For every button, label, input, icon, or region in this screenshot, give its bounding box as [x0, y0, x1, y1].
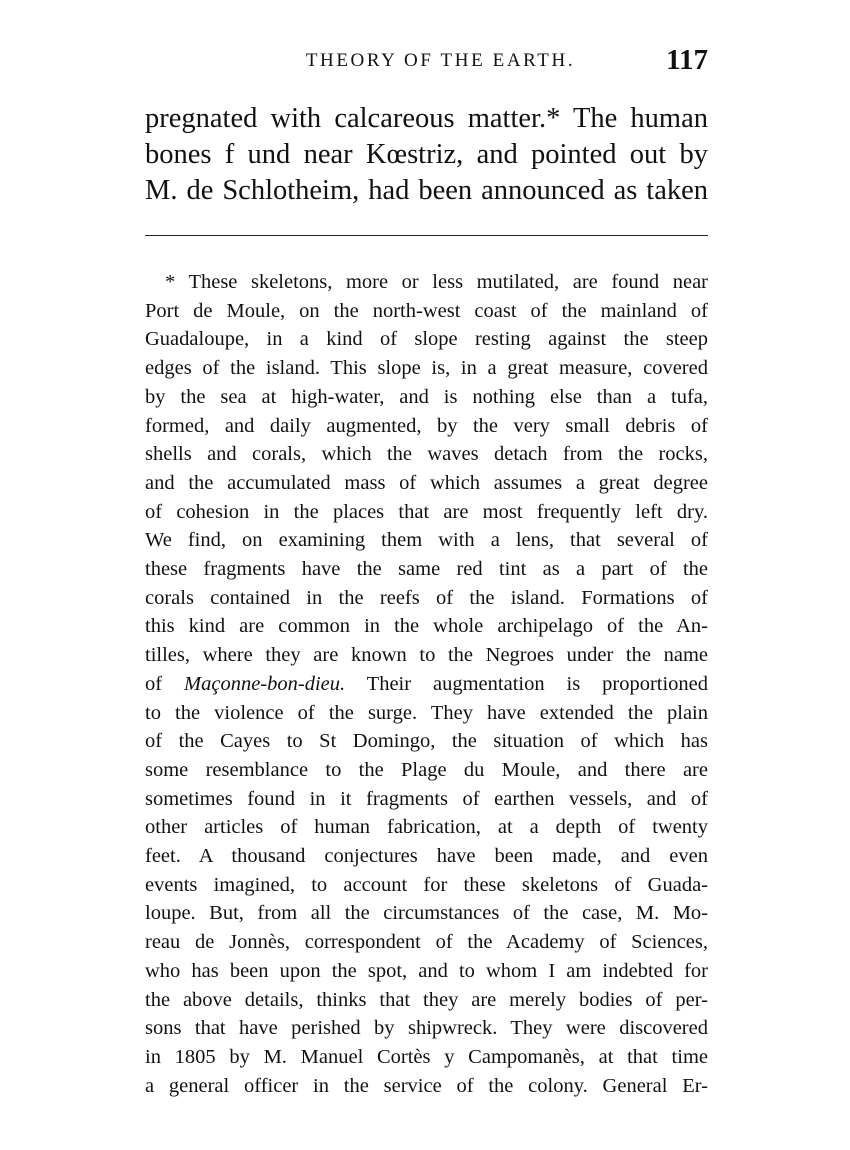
footnote-line: to the violence of the surge. They have extended the plain: [145, 701, 708, 724]
footnote-line: of cohesion in the places that are most frequently left dry.: [145, 500, 708, 523]
footnote-line: by the sea at high-water, and is nothing else than a tufa,: [145, 385, 708, 408]
footnote-line: sometimes found in it fragments of earthen vessels, and of: [145, 787, 708, 810]
footnote-line: some resemblance to the Plage du Moule, and there are: [145, 758, 708, 781]
footnote-line: formed, and daily augmented, by the very small debris of: [145, 414, 708, 437]
footnote-line: We find, on examining them with a lens, that several of: [145, 529, 708, 552]
footnote-line: and the accumulated mass of which assumes a great degree: [145, 471, 708, 494]
footnote-line: Guadaloupe, in a kind of slope resting against the steep: [145, 328, 708, 351]
footnote-line: loupe. But, from all the circumstances of the case, M. Mo-: [145, 902, 708, 925]
footnote-line: edges of the island. This slope is, in a great measure, covered: [145, 357, 708, 380]
italic-term: Maçonne-bon-dieu.: [184, 672, 346, 695]
footnote-line: tilles, where they are known to the Negroes under the name: [145, 644, 708, 667]
footnote-line: * These skeletons, more or less mutilated, are found near: [165, 271, 708, 293]
footnote-line: of the Cayes to St Domingo, the situation of which has: [145, 730, 708, 753]
footnote-divider: [145, 235, 708, 236]
footnote-line: these fragments have the same red tint as a part of the: [145, 558, 708, 581]
footnote-line: in 1805 by M. Manuel Cortès y Campomanès, at that time: [145, 1045, 708, 1068]
footnote-line: feet. A thousand conjectures have been made, and even: [145, 845, 708, 868]
footnote-line: shells and corals, which the waves detach from the rocks,: [145, 443, 708, 466]
body-text: [145, 101, 708, 209]
footnote-line: other articles of human fabrication, at a depth of twenty: [145, 816, 708, 839]
page-number: 117: [666, 44, 708, 76]
footnote-line: sons that have perished by shipwreck. They were discovered: [145, 1017, 708, 1040]
page-header: [145, 44, 708, 80]
footnote-text: of: [145, 672, 185, 695]
footnote: [145, 268, 708, 1100]
running-title: THEORY OF THE EARTH.: [305, 50, 576, 71]
body-line: M. de Schlotheim, had been announced as taken: [145, 175, 708, 206]
footnote-line: a general officer in the service of the colony. General Er-: [145, 1074, 708, 1097]
footnote-text: Their augmentation is proportioned: [345, 672, 709, 695]
footnote-line: the above details, thinks that they are merely bodies of per-: [145, 988, 708, 1011]
footnote-line: reau de Jonnès, correspondent of the Academy of Sciences,: [145, 931, 708, 954]
body-line: bones f und near Kœstriz, and pointed out by: [145, 139, 708, 170]
footnote-line: Port de Moule, on the north-west coast of the mainland of: [145, 299, 708, 322]
footnote-line: this kind are common in the whole archipelago of the An-: [145, 615, 708, 638]
footnote-line: who has been upon the spot, and to whom I am indebted for: [145, 959, 708, 982]
footnote-line: corals contained in the reefs of the island. Formations of: [145, 586, 708, 609]
body-line: pregnated with calcareous matter.* The human: [145, 103, 708, 134]
footnote-line: [145, 670, 708, 699]
footnote-line: events imagined, to account for these skeletons of Guada-: [145, 873, 708, 896]
